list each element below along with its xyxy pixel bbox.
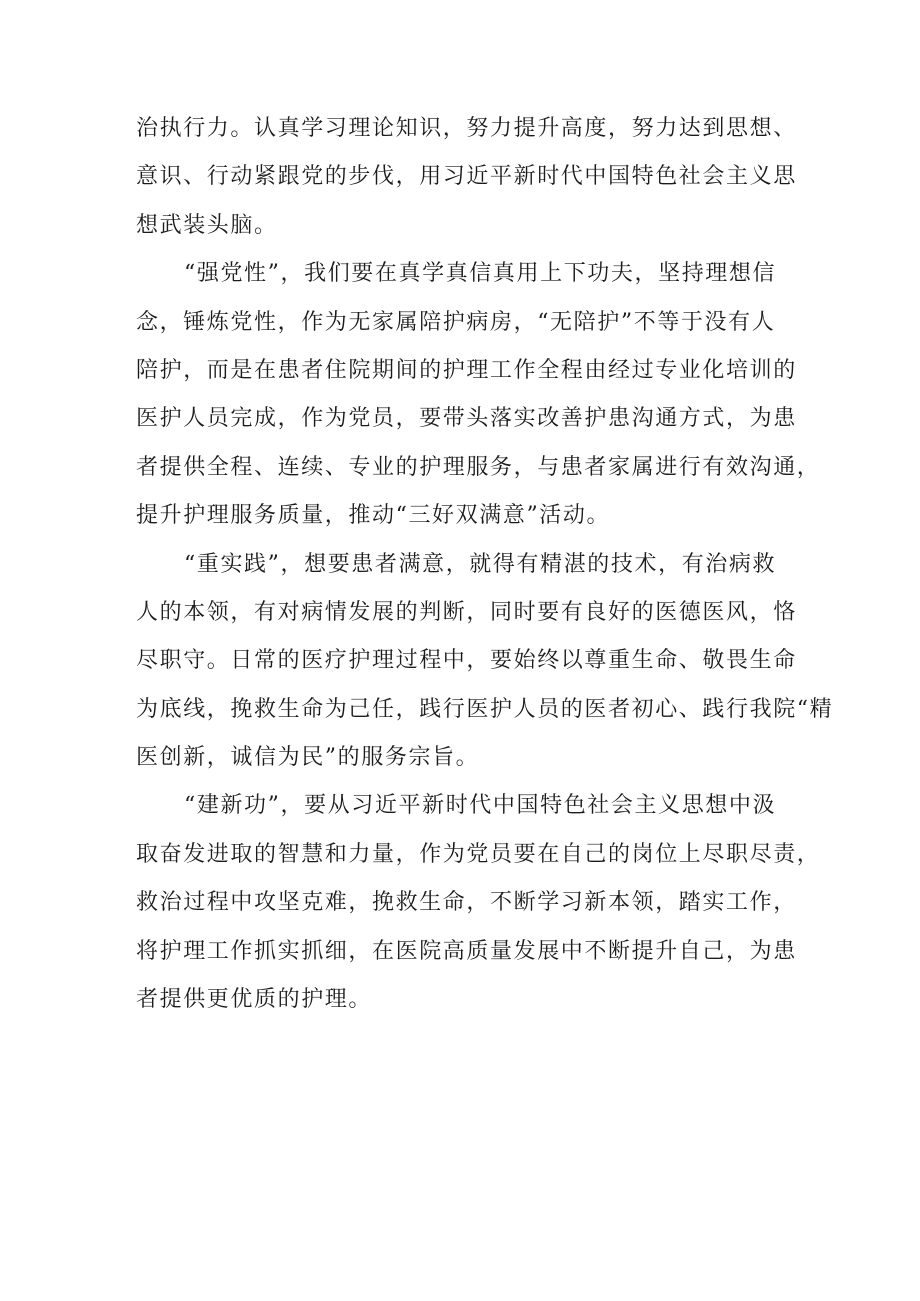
text-line: 医创新，诚信为民”的服务宗旨。 <box>136 745 480 771</box>
text-line: “建新功”，要从习近平新时代中国特色社会主义思想中汲 <box>184 793 777 819</box>
text-line: 想武装头脑。 <box>136 212 278 238</box>
text-line: 陪护，而是在患者住院期间的护理工作全程由经过专业化培训的 <box>136 357 797 383</box>
text-line: 人的本领，有对病情发展的判断，同时要有良好的医德医风，恪 <box>136 599 797 625</box>
paragraph-new-achievements <box>136 782 821 1024</box>
text-line: 取奋发进取的智慧和力量，作为党员要在自己的岗位上尽职尽责， <box>136 841 821 867</box>
text-line: 救治过程中攻坚克难，挽救生命，不断学习新本领，踏实工作， <box>136 890 797 916</box>
text-line: 者提供全程、连续、专业的护理服务，与患者家属进行有效沟通， <box>136 454 821 480</box>
text-line: 治执行力。认真学习理论知识，努力提升高度，努力达到思想、 <box>136 116 797 141</box>
text-line: 意识、行动紧跟党的步伐，用习近平新时代中国特色社会主义思 <box>136 164 797 190</box>
text-line: 尽职守。日常的医疗护理过程中，要始终以尊重生命、敬畏生命 <box>136 648 797 674</box>
paragraph-1 <box>136 105 796 250</box>
text-line: 念，锤炼党性，作为无家属陪护病房，“无陪护”不等于没有人 <box>136 309 776 335</box>
paragraph-strengthen-party-spirit <box>136 250 821 540</box>
text-line: 提升护理服务质量，推动“三好双满意”活动。 <box>136 503 611 529</box>
text-line: “重实践”，想要患者满意，就得有精湛的技术，有治病救 <box>184 551 777 577</box>
text-line: 医护人员完成，作为党员，要带头落实改善护患沟通方式，为患 <box>136 406 797 432</box>
paragraph-emphasize-practice <box>136 541 834 783</box>
text-line: “强党性”，我们要在真学真信真用上下功夫，坚持理想信 <box>184 261 777 287</box>
text-line: 将护理工作抓实抓细，在医院高质量发展中不断提升自己，为患 <box>136 938 797 964</box>
document-body <box>136 105 834 1024</box>
text-line: 为底线，挽救生命为己任，践行医护人员的医者初心、践行我院“精 <box>136 696 834 722</box>
text-line: 者提供更优质的护理。 <box>136 987 373 1013</box>
